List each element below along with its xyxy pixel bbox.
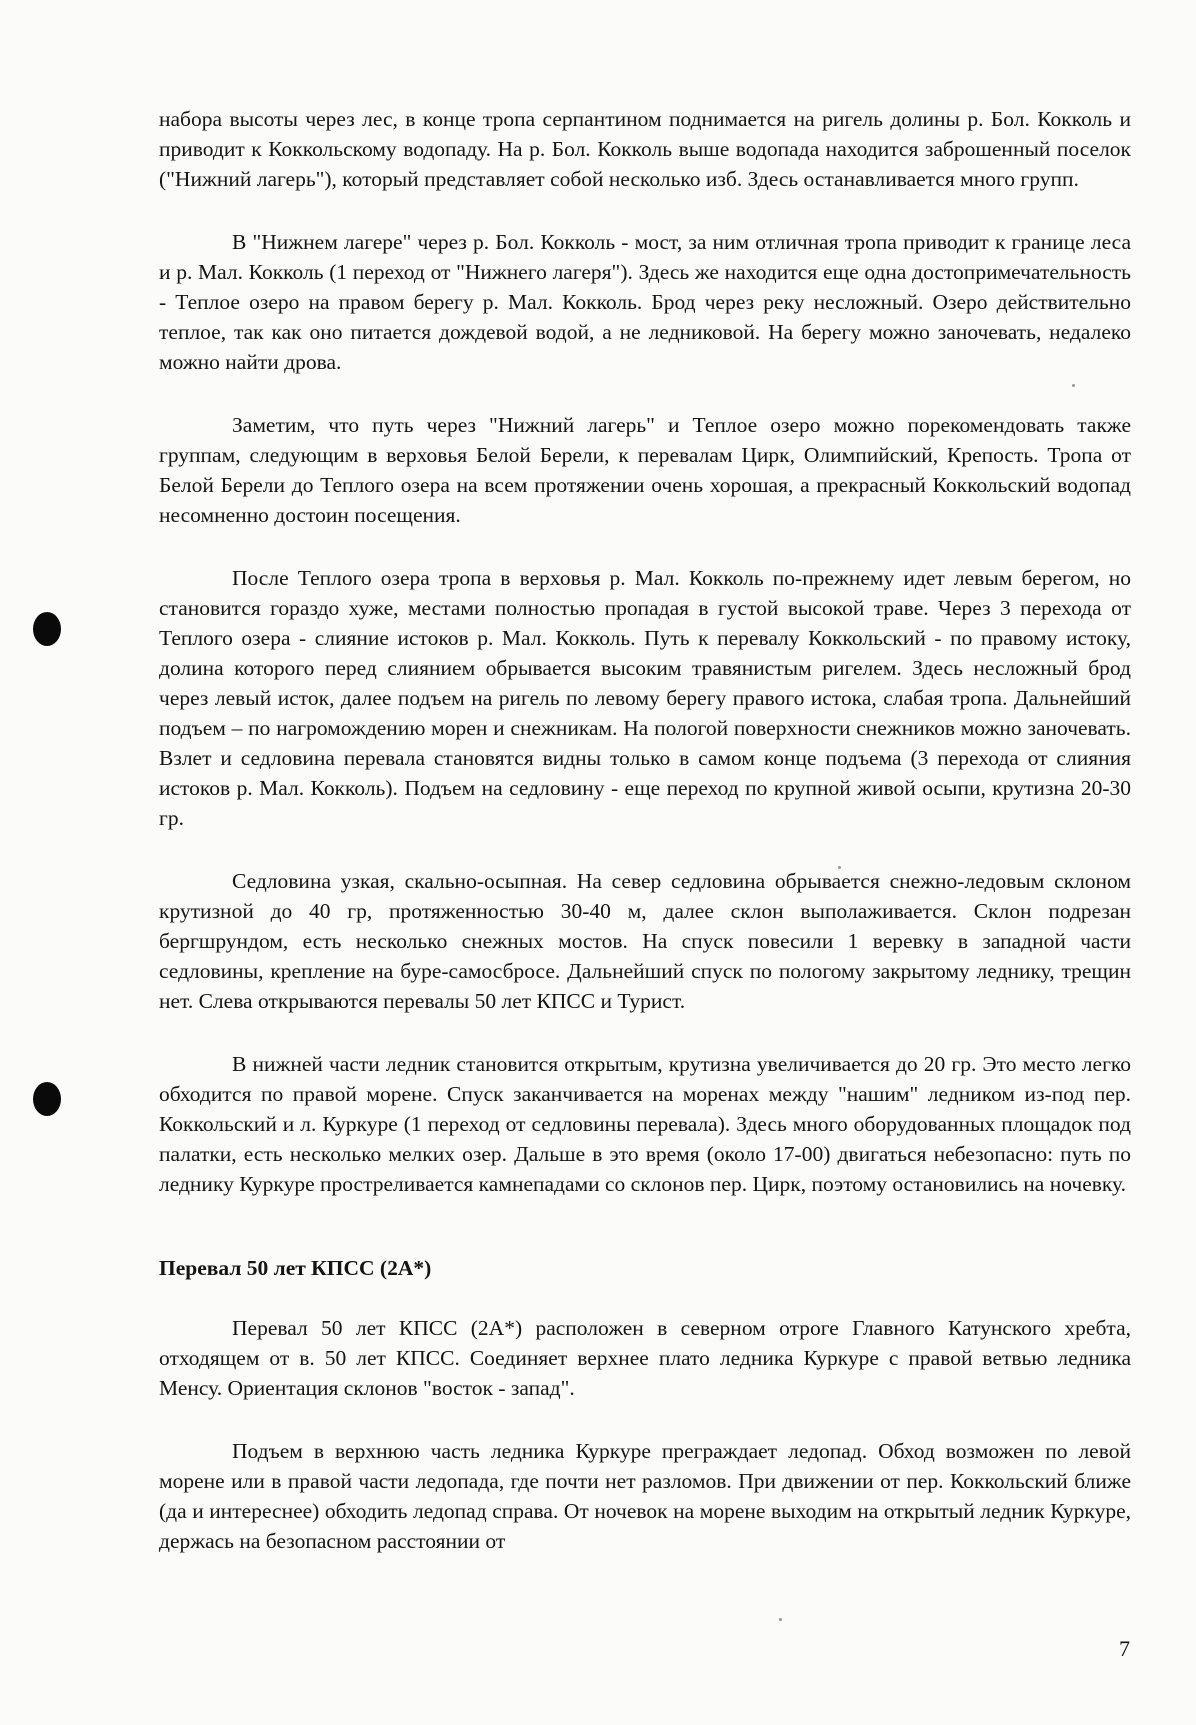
paragraph-3: Заметим, что путь через "Нижний лагерь" и Теплое озеро можно порекомендовать также группам, следующим в верховья Белой Берели, к перевалам Цирк, Олимпийский, Крепость. Тропа от Белой Берели до Теплого озера на всем протяжении очень хорошая, а прекрасный Коккольский водопад несомненно достоин посещения. [159,413,1131,527]
paragraph-2: В "Нижнем лагере" через р. Бол. Кокколь - мост, за ним отличная тропа приводит к границе леса и р. Мал. Кокколь (1 переход от "Нижнего лагеря"). Здесь же находится еще одна достопримечательность - Теплое озеро на правом берегу р. Мал. Кокколь. Брод через реку несложный. Озеро действительно теплое, так как оно питается дождевой водой, а не ледниковой. На берегу можно заночевать, недалеко можно найти дрова. [159,230,1131,374]
paragraph-5: Седловина узкая, скально-осыпная. На север седловина обрывается снежно-ледовым склоном крутизной до 40 гр, протяженностью 30-40 м, далее склон выполаживается. Склон подрезан бергшрундом, есть несколько снежных мостов. На спуск повесили 1 веревку в западной части седловины, крепление на буре-самосбросе. Дальнейший спуск по пологому закрытому леднику, трещин нет. Слева открываются перевалы 50 лет КПСС и Турист. [159,869,1131,1013]
paragraph-8: Подъем в верхнюю часть ледника Куркуре преграждает ледопад. Обход возможен по левой морене или в правой части ледопада, где почти нет разломов. При движении от пер. Коккольский ближе (да и интереснее) обходить ледопад справа. От ночевок на морене выходим на открытый ледник Куркуре, держась на безопасном расстоянии от [159,1439,1131,1553]
punch-hole-top [33,612,61,646]
scan-speck [779,1618,782,1621]
paragraph-7: Перевал 50 лет КПСС (2А*) расположен в северном отроге Главного Катунского хребта, отходящем от в. 50 лет КПСС. Соединяет верхнее плато ледника Куркуре с правой ветвью ледника Менсу. Ориентация склонов "восток - запад". [159,1316,1131,1400]
paragraph-1: набора высоты через лес, в конце тропа серпантином поднимается на ригель долины р. Бол. Кокколь и приводит к Коккольскому водопаду. На р. Бол. Кокколь выше водопада находится заброшенный поселок ("Нижний лагерь"), который представляет собой несколько изб. Здесь останавливается много групп. [159,107,1131,191]
section-heading: Перевал 50 лет КПСС (2А*) [159,1256,432,1280]
punch-hole-bottom [33,1082,61,1116]
paragraph-6: В нижней части ледник становится открытым, крутизна увеличивается до 20 гр. Это место легко обходится по правой морене. Спуск заканчивается на моренах между "нашим" ледником из-под пер. Коккольский и л. Куркуре (1 переход от седловины перевала). Здесь много оборудованных площадок под палатки, есть несколько мелких озер. Дальше в это время (около 17-00) двигаться небезопасно: путь по леднику Куркуре простреливается камнепадами со склонов пер. Цирк, поэтому остановились на ночевку. [159,1052,1131,1196]
paragraph-4: После Теплого озера тропа в верховья р. Мал. Кокколь по-прежнему идет левым берегом, но становится гораздо хуже, местами полностью пропадая в густой высокой траве. Через 3 перехода от Теплого озера - слияние истоков р. Мал. Кокколь. Путь к перевалу Коккольский - по правому истоку, долина которого перед слиянием обрывается высоким травянистым ригелем. Здесь несложный брод через левый исток, далее подъем на ригель по левому берегу правого истока, слабая тропа. Дальнейший подъем – по нагромождению морен и снежникам. На пологой поверхности снежников можно заночевать. Взлет и седловина перевала становятся видны только в самом конце подъема (3 перехода от слияния истоков р. Мал. Кокколь). Подъем на седловину - еще переход по крупной живой осыпи, крутизна 20-30 гр. [159,566,1131,830]
document-body [159,104,1131,1589]
page-number: 7 [1119,1636,1130,1661]
